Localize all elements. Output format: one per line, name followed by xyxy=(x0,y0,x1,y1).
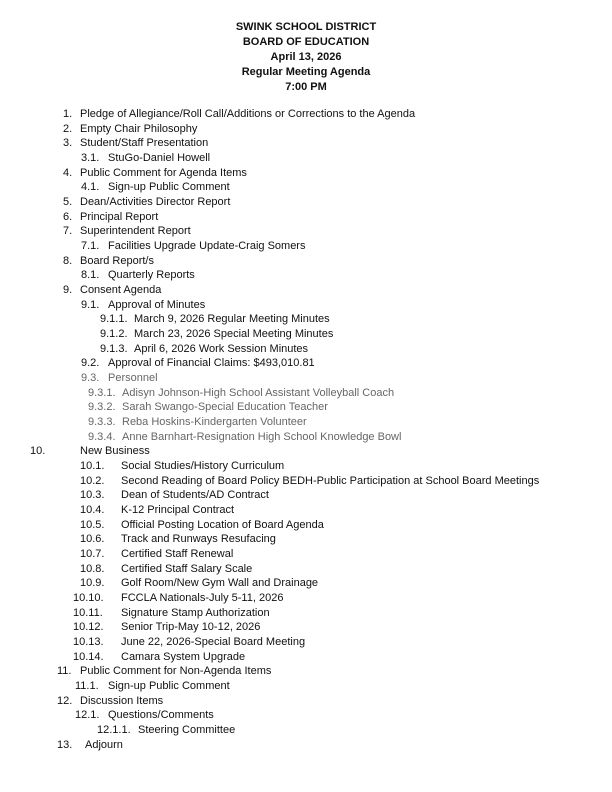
agenda-item-number: 10.6. xyxy=(80,533,105,545)
agenda-item-number: 8. xyxy=(63,255,73,267)
agenda-item-number: 9.1. xyxy=(81,299,100,311)
agenda-item-number: 10.14. xyxy=(73,651,104,663)
agenda-item-text: Superintendent Report xyxy=(80,225,191,237)
agenda-item-text: Discussion Items xyxy=(80,695,164,707)
agenda-item-number: 3. xyxy=(63,137,73,149)
agenda-item xyxy=(0,107,612,121)
agenda-item-number: 5. xyxy=(63,196,73,208)
agenda-item xyxy=(0,151,612,165)
agenda-item xyxy=(0,562,612,576)
agenda-item-number: 4. xyxy=(63,167,73,179)
agenda-item-number: 10.5. xyxy=(80,519,105,531)
agenda-item-number: 9.3.1. xyxy=(88,387,116,399)
agenda-item xyxy=(0,606,612,620)
agenda-item-number: 12.1.1. xyxy=(97,724,131,736)
agenda-item-text: Signature Stamp Authorization xyxy=(121,607,270,619)
agenda-item xyxy=(0,136,612,150)
agenda-item xyxy=(0,386,612,400)
agenda-item-text: Certified Staff Renewal xyxy=(121,548,234,560)
agenda-item-text: Facilities Upgrade Update-Craig Somers xyxy=(108,240,306,252)
agenda-item xyxy=(0,459,612,473)
agenda-item-number: 9.3. xyxy=(81,372,100,384)
agenda-item-number: 11.1. xyxy=(75,680,99,692)
agenda-item-number: 4.1. xyxy=(81,181,100,193)
agenda-item xyxy=(0,444,612,458)
agenda-item-number: 10.11. xyxy=(73,607,103,619)
agenda-item xyxy=(0,415,612,429)
agenda-item xyxy=(0,708,612,722)
agenda-item-number: 9.2. xyxy=(81,357,100,369)
agenda-item xyxy=(0,356,612,370)
agenda-item-text: June 22, 2026-Special Board Meeting xyxy=(121,636,306,648)
agenda-item-number: 8.1. xyxy=(81,269,100,281)
agenda-item-text: April 6, 2026 Work Session Minutes xyxy=(134,343,309,355)
agenda-item xyxy=(0,239,612,253)
agenda-item-text: Adjourn xyxy=(85,739,123,751)
agenda-item xyxy=(0,518,612,532)
agenda-item-text: Sign-up Public Comment xyxy=(108,181,230,193)
agenda-item-number: 10.1. xyxy=(80,460,105,472)
agenda-item-number: 10.4. xyxy=(80,504,105,516)
agenda-item-text: Social Studies/History Curriculum xyxy=(121,460,285,472)
agenda-item-number: 11. xyxy=(57,665,72,677)
agenda-item-text: Public Comment for Agenda Items xyxy=(80,167,247,179)
agenda-item-text: Second Reading of Board Policy BEDH-Public Participation at School Board Meetings xyxy=(121,475,540,487)
agenda-item-number: 10.10. xyxy=(73,592,104,604)
agenda-item xyxy=(0,650,612,664)
meeting-time: 7:00 PM xyxy=(285,81,327,93)
agenda-item-text: Camara System Upgrade xyxy=(121,651,246,663)
agenda-item xyxy=(0,298,612,312)
agenda-item xyxy=(0,283,612,297)
agenda-item-text: Quarterly Reports xyxy=(108,269,195,281)
agenda-item-text: Senior Trip-May 10-12, 2026 xyxy=(121,621,261,633)
agenda-item-number: 12.1. xyxy=(75,709,100,721)
agenda-item-text: Certified Staff Salary Scale xyxy=(121,563,253,575)
agenda-item-text: Dean/Activities Director Report xyxy=(80,196,231,208)
agenda-item xyxy=(0,327,612,341)
agenda-item-number: 10.8. xyxy=(80,563,105,575)
agenda-item-number: 9.3.3. xyxy=(88,416,116,428)
agenda-item-number: 10.12. xyxy=(73,621,104,633)
agenda-item-number: 9.3.2. xyxy=(88,401,116,413)
agenda-item-number: 9.3.4. xyxy=(88,431,116,443)
agenda-item-text: Public Comment for Non-Agenda Items xyxy=(80,665,272,677)
agenda-item-number: 9.1.2. xyxy=(100,328,128,340)
agenda-item xyxy=(0,503,612,517)
agenda-item xyxy=(0,224,612,238)
agenda-item-text: FCCLA Nationals-July 5-11, 2026 xyxy=(121,592,284,604)
agenda-item xyxy=(0,723,612,737)
agenda-item-text: Approval of Minutes xyxy=(108,299,206,311)
agenda-item xyxy=(0,694,612,708)
agenda-item-number: 1. xyxy=(63,108,73,120)
agenda-item-text: K-12 Principal Contract xyxy=(121,504,235,516)
agenda-item-number: 13. xyxy=(57,739,73,751)
agenda-item-text: March 23, 2026 Special Meeting Minutes xyxy=(134,328,334,340)
agenda-item-text: Dean of Students/AD Contract xyxy=(121,489,269,501)
agenda-item-number: 6. xyxy=(63,211,73,223)
agenda-item-text: Questions/Comments xyxy=(108,709,214,721)
agenda-item-text: Approval of Financial Claims: $493,010.81 xyxy=(108,357,315,369)
agenda-item-text: Official Posting Location of Board Agenda xyxy=(121,519,324,531)
agenda-item-text: Adisyn Johnson-High School Assistant Volleyball Coach xyxy=(122,387,395,399)
agenda-item xyxy=(0,738,612,752)
agenda-item-number: 12. xyxy=(57,695,73,707)
agenda-item-text: Reba Hoskins-Kindergarten Volunteer xyxy=(122,416,307,428)
agenda-item-text: Sarah Swango-Special Education Teacher xyxy=(122,401,328,413)
agenda-item-text: March 9, 2026 Regular Meeting Minutes xyxy=(134,313,330,325)
agenda-item xyxy=(0,430,612,444)
agenda-item-number: 10. xyxy=(30,445,46,457)
agenda-item-number: 10.3. xyxy=(80,489,105,501)
agenda-item-text: Student/Staff Presentation xyxy=(80,137,209,149)
agenda-item-text: New Business xyxy=(80,445,150,457)
agenda-item xyxy=(0,679,612,693)
agenda-item-number: 10.7. xyxy=(80,548,105,560)
agenda-item xyxy=(0,210,612,224)
agenda-item xyxy=(0,195,612,209)
agenda-item xyxy=(0,576,612,590)
agenda-item xyxy=(0,620,612,634)
agenda-item-text: Golf Room/New Gym Wall and Drainage xyxy=(121,577,319,589)
agenda-item-text: Principal Report xyxy=(80,211,159,223)
agenda-item-text: StuGo-Daniel Howell xyxy=(108,152,211,164)
agenda-item-text: Consent Agenda xyxy=(80,284,162,296)
agenda-item-text: Personnel xyxy=(108,372,158,384)
agenda-item xyxy=(0,400,612,414)
agenda-item xyxy=(0,180,612,194)
meeting-type: Regular Meeting Agenda xyxy=(241,66,371,78)
agenda-item-number: 10.9. xyxy=(80,577,105,589)
agenda-item-number: 9. xyxy=(63,284,73,296)
agenda-item-number: 2. xyxy=(63,123,73,135)
agenda-item-text: Board Report/s xyxy=(80,255,154,267)
agenda-item xyxy=(0,664,612,678)
agenda-item xyxy=(0,635,612,649)
agenda-item xyxy=(0,254,612,268)
district-name: SWINK SCHOOL DISTRICT xyxy=(235,21,377,33)
agenda-item-number: 9.1.3. xyxy=(100,343,128,355)
agenda-item-text: Track and Runways Resufacing xyxy=(121,533,276,545)
agenda-item xyxy=(0,268,612,282)
agenda-item-number: 7.1. xyxy=(81,240,100,252)
agenda-item-text: Steering Committee xyxy=(138,724,236,736)
agenda-item-number: 10.2. xyxy=(80,475,105,487)
agenda-item xyxy=(0,371,612,385)
agenda-item-text: Sign-up Public Comment xyxy=(108,680,230,692)
agenda-item xyxy=(0,312,612,326)
agenda-item xyxy=(0,166,612,180)
agenda-item xyxy=(0,591,612,605)
agenda-item xyxy=(0,532,612,546)
agenda-item xyxy=(0,547,612,561)
board-name: BOARD OF EDUCATION xyxy=(242,36,370,48)
agenda-item xyxy=(0,474,612,488)
agenda-item xyxy=(0,342,612,356)
agenda-item xyxy=(0,122,612,136)
agenda-item-number: 9.1.1. xyxy=(100,313,128,325)
agenda-item-text: Anne Barnhart-Resignation High School Knowledge Bowl xyxy=(122,431,402,443)
agenda-item xyxy=(0,488,612,502)
meeting-date: April 13, 2026 xyxy=(270,51,342,63)
agenda-item-number: 7. xyxy=(63,225,73,237)
agenda-item-number: 3.1. xyxy=(81,152,100,164)
agenda-item-text: Empty Chair Philosophy xyxy=(80,123,198,135)
agenda-item-number: 10.13. xyxy=(73,636,104,648)
agenda-item-text: Pledge of Allegiance/Roll Call/Additions or Corrections to the Agenda xyxy=(80,108,416,120)
